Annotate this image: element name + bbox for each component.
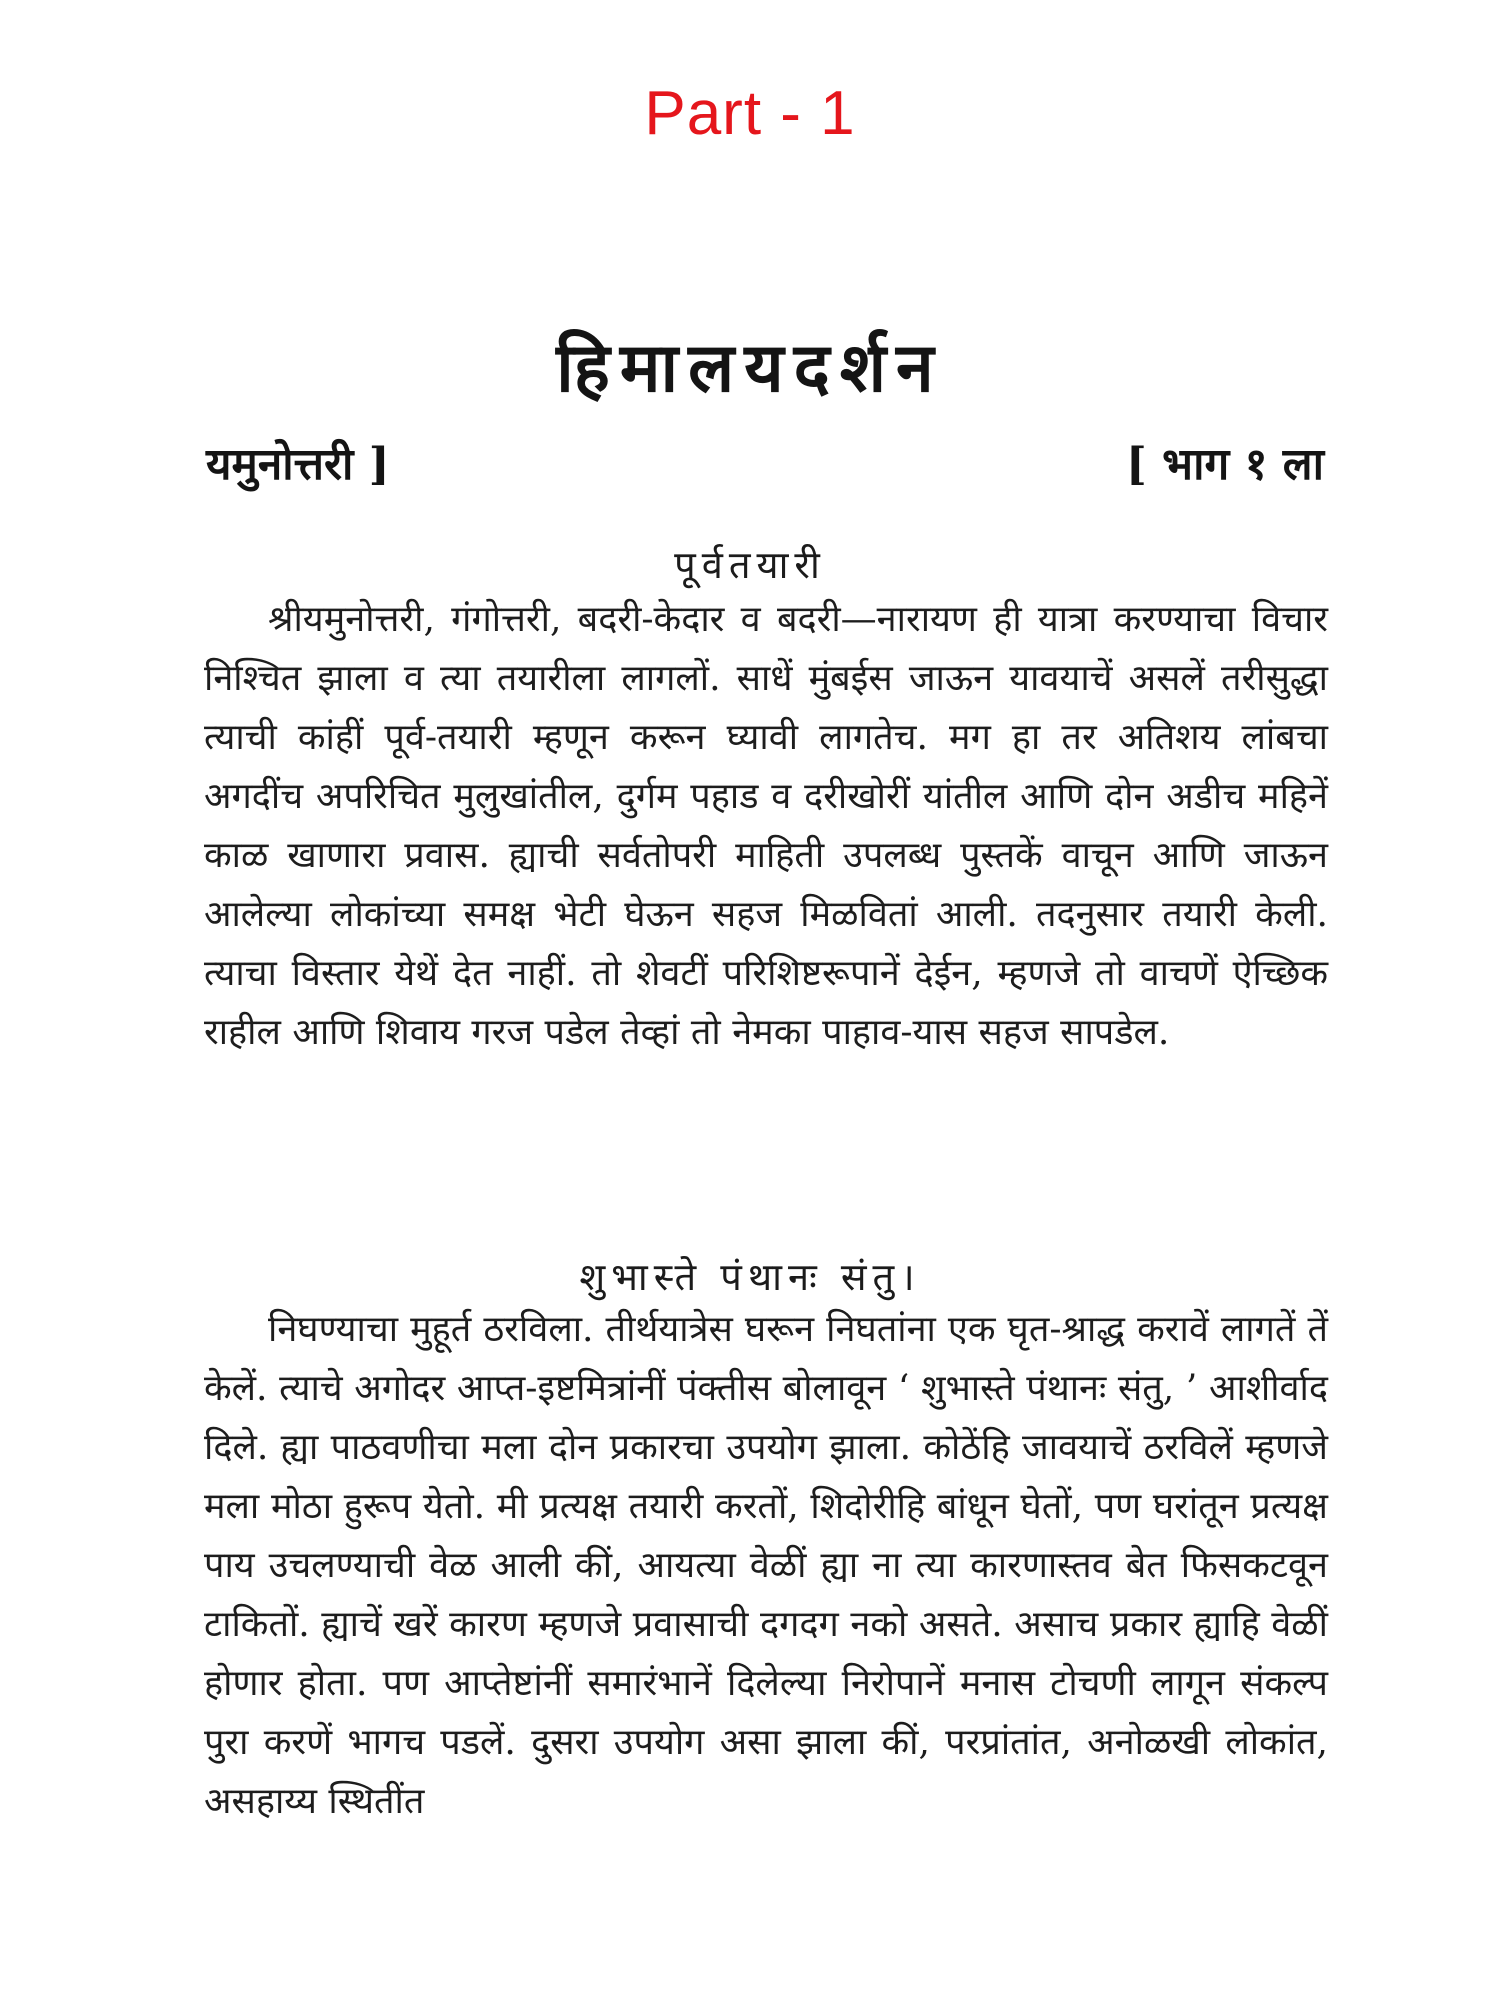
section-heading-preparation: पूर्वतयारी xyxy=(674,543,826,587)
section-paragraph-preparation: श्रीयमुनोत्तरी, गंगोत्तरी, बदरी-केदार व बदरी—नारायण ही यात्रा करण्याचा विचार निश्चित झाला व त्या तयारीला लागलों. साधें मुंबईस जाऊन यावयाचें असलें तरीसुद्धा त्याची कांहीं पूर्व-तयारी म्हणून करून घ्यावी लागतेच. मग हा तर अतिशय लांबचा अगदींच अपरिचित मुलुखांतील, दुर्गम पहाड व दरीखोरीं यांतील आणि दोन अडीच महिनें काळ खाणारा प्रवास. ह्याची सर्वतोपरी माहिती उपलब्ध पुस्तकें वाचून आणि जाऊन आलेल्या लोकांच्या समक्ष भेटी घेऊन सहज मिळवितां आली. तदनुसार तयारी केली. त्याचा विस्तार येथें देत नाहीं. तो शेवटीं परिशिष्टरूपानें देईन, म्हणजे तो वाचणें ऐच्छिक राहील आणि शिवाय गरज पडेल तेव्हां तो नेमका पाहाव-यास सहज सापडेल. xyxy=(204,599,1328,1053)
part-label: Part - 1 xyxy=(644,79,856,148)
part-number: [ भाग १ ला xyxy=(1126,439,1324,490)
section-heading-blessing: शुभास्ते पंथानः संतु। xyxy=(579,1255,921,1299)
section-paragraph-blessing: निघण्याचा मुहूर्त ठरविला. तीर्थयात्रेस घरून निघतांना एक घृत-श्राद्ध करावें लागतें तें केलें. त्याचे अगोदर आप्त-इष्टमित्रांनीं पंक्तीस बोलावून ‘ शुभास्ते पंथानः संतु, ’ आशीर्वाद दिले. ह्या पाठवणीचा मला दोन प्रकारचा उपयोग झाला. कोठेंहि जावयाचें ठरविलें म्हणजे मला मोठा हुरूप येतो. मी प्रत्यक्ष तयारी करतों, शिदोरीहि बांधून घेतों, पण घरांतून प्रत्यक्ष पाय उचलण्याची वेळ आली कीं, आयत्या वेळीं ह्या ना त्या कारणास्तव बेत फिसकटवून टाकितों. ह्याचें खरें कारण म्हणजे प्रवासाची दगदग नको असते. असाच प्रकार ह्याहि वेळीं होणार होता. पण आप्तेष्टांनीं समारंभानें दिलेल्या निरोपानें मनास टोचणी लागून संकल्प पुरा करणें भागच पडलें. दुसरा उपयोग असा झाला कीं, परप्रांतांत, अनोळखी लोकांत, असहाय्य स्थितींत xyxy=(204,1309,1328,1822)
book-title: हिमालयदर्शन xyxy=(556,328,944,408)
chapter-header xyxy=(206,432,1324,502)
chapter-name: यमुनोत्तरी ] xyxy=(206,439,390,490)
